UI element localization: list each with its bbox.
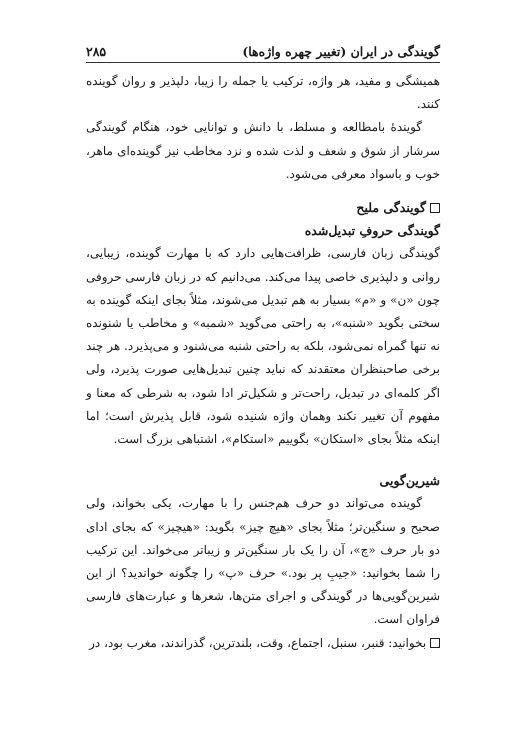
spacer bbox=[86, 186, 440, 196]
subheading-converted-letters: گویندگی حروفِ تبدیل‌شده bbox=[304, 223, 440, 239]
intro-paragraph-2: گویندهٔ بامطالعه و مسلط، با دانش و توانایی خود، هنگام گویندگی سرشار از شوق و شعف و لذت شده و نزد مخاطب نیز گوینده‌ای ماهر، خوب و باسواد معرفی می‌شود. bbox=[86, 120, 440, 181]
section-heading-text: گویندگی ملیح bbox=[356, 200, 426, 216]
running-title: گویندگی در ایران (تغییر چهره واژه‌ها) bbox=[242, 43, 440, 59]
page-body bbox=[86, 70, 440, 655]
section-heading-shiringoyi: شیرین‌گویی bbox=[379, 473, 440, 489]
section1-paragraph: گویندگی زبان فارسی، ظرافت‌هایی دارد که با مهارت گوینده، زیبایی، روانی و دلپذیری خاصی پیدا می‌کند. می‌دانیم که در زبان فارسی حروفی چون «ن» و «م» بسیار به هم تبدیل می‌شوند، مثلاً بجای اینکه گوینده به سختی بگوید «شنبه»، به راحتی می‌گوید «شمبه» و مخاطب یا شنونده نه تنها گمراه نمی‌شود، بلکه به راحتی شنبه می‌شنود و می‌پذیرد. هر چند برخی صاحبنظران معتقدند که نباید چنین تبدیل‌هایی صورت پذیرد، ولی اگر کلمه‌ای در تبدیل، راحت‌تر و شکیل‌تر ادا شود، به شرطی که معنا و مفهوم آن تغییر نکند وهمان واژه شنیده شود، قابل پذیرش است؛ اما اینکه مثلاً بجای «استکان» بگوییم «استکام»، اشتباهی بزرگ است. bbox=[86, 246, 440, 447]
checkbox-icon bbox=[430, 203, 440, 213]
section-heading-malih bbox=[86, 196, 440, 219]
exercise-text: بخوانید: قنبر، سنبل، اجتماع، وقت، بلندترین، گذراندند، مغرب بود، در bbox=[89, 635, 427, 650]
section2-paragraph: گوینده می‌تواند دو حرف هم‌جنس را با مهارت، یکی بخواند، ولی صحیح و سنگین‌تر؛ مثلاً بجای «هیچ چیز» بگوید: «هیچیز» که بجای ادای دو بار حرف «چ»، آن را یک بار سنگین‌تر و زیباتر می‌خواند. این ترکیب را شما بخوانید: «جیبِ پر بود.» حرف «پ» را چگونه خواندید؟ از این شیرین‌گویی‌ها در گویندگی و اجرای متن‌ها، شعرها و عبارت‌های فارسی فراوان است. bbox=[86, 496, 440, 627]
exercise-line bbox=[86, 632, 440, 655]
checkbox-icon bbox=[430, 638, 440, 648]
running-header bbox=[86, 40, 440, 62]
page-number: ۲۸۵ bbox=[86, 43, 107, 59]
header-rule bbox=[86, 62, 440, 63]
intro-paragraph-1: همیشگی و مفید، هر واژه، ترکیب یا جمله را زیبا، دلپذیر و روان گوینده کنند. bbox=[86, 74, 440, 112]
spacer bbox=[86, 451, 440, 469]
